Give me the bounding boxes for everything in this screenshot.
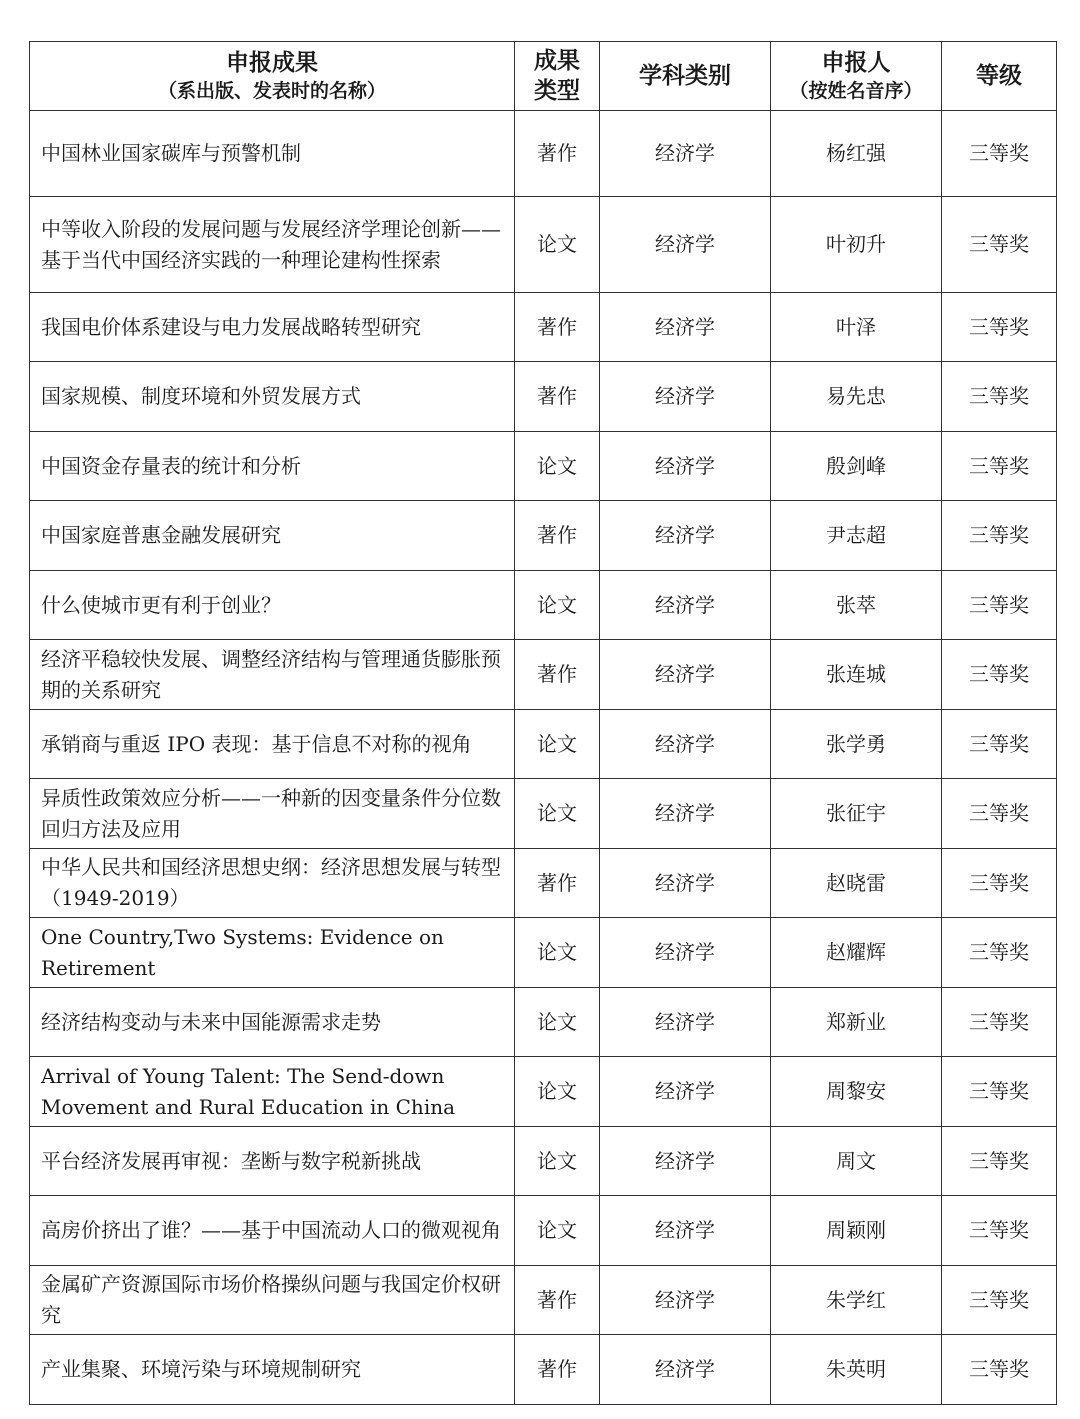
cell-discipline: 经济学 [600,918,771,988]
cell-applicant: 周文 [771,1127,942,1196]
table-row [30,710,1057,779]
cell-discipline: 经济学 [600,293,771,362]
cell-discipline: 经济学 [600,111,771,197]
header-applicant-main: 申报人 [821,49,891,76]
cell-applicant: 赵耀辉 [771,918,942,988]
cell-type: 论文 [515,1127,600,1196]
table-row [30,849,1057,918]
cell-grade: 三等奖 [942,1196,1057,1266]
table-row [30,432,1057,501]
table-row [30,988,1057,1057]
header-type-line2: 类型 [534,77,580,104]
cell-title: 中华人民共和国经济思想史纲：经济思想发展与转型（1949-2019） [30,849,515,918]
cell-grade: 三等奖 [942,988,1057,1057]
cell-applicant: 朱学红 [771,1266,942,1335]
header-applicant-sub: （按姓名音序） [789,80,923,102]
cell-grade: 三等奖 [942,779,1057,849]
cell-applicant: 叶泽 [771,293,942,362]
header-title-sub: （系出版、发表时的名称） [157,80,386,102]
cell-discipline: 经济学 [600,849,771,918]
header-title [30,42,515,111]
cell-grade: 三等奖 [942,1266,1057,1335]
cell-type: 论文 [515,779,600,849]
cell-grade: 三等奖 [942,432,1057,501]
cell-type: 著作 [515,1335,600,1405]
header-type [515,42,600,111]
cell-type: 著作 [515,111,600,197]
header-discipline: 学科类别 [600,42,771,111]
header-grade: 等级 [942,42,1057,111]
cell-title: 经济平稳较快发展、调整经济结构与管理通货膨胀预期的关系研究 [30,640,515,710]
cell-grade: 三等奖 [942,1335,1057,1405]
header-type-line1: 成果 [534,47,580,74]
cell-discipline: 经济学 [600,1127,771,1196]
cell-grade: 三等奖 [942,571,1057,640]
cell-discipline: 经济学 [600,1196,771,1266]
cell-title: 国家规模、制度环境和外贸发展方式 [30,362,515,432]
cell-applicant: 朱英明 [771,1335,942,1405]
cell-grade: 三等奖 [942,111,1057,197]
cell-applicant: 郑新业 [771,988,942,1057]
cell-applicant: 张学勇 [771,710,942,779]
cell-discipline: 经济学 [600,1335,771,1405]
header-row [30,42,1057,111]
cell-type: 论文 [515,432,600,501]
cell-type: 著作 [515,849,600,918]
table-row [30,1057,1057,1127]
cell-grade: 三等奖 [942,197,1057,293]
cell-discipline: 经济学 [600,1266,771,1335]
cell-type: 著作 [515,640,600,710]
table-header [30,42,1057,111]
cell-grade: 三等奖 [942,293,1057,362]
cell-title: 中等收入阶段的发展问题与发展经济学理论创新——基于当代中国经济实践的一种理论建构性探索 [30,197,515,293]
cell-discipline: 经济学 [600,779,771,849]
table-row [30,1266,1057,1335]
table-row [30,779,1057,849]
cell-grade: 三等奖 [942,849,1057,918]
cell-title: One Country,Two Systems: Evidence on Retirement [30,918,515,988]
cell-grade: 三等奖 [942,918,1057,988]
cell-type: 论文 [515,710,600,779]
cell-type: 论文 [515,1196,600,1266]
cell-title: 中国资金存量表的统计和分析 [30,432,515,501]
cell-type: 论文 [515,571,600,640]
cell-applicant: 叶初升 [771,197,942,293]
cell-type: 著作 [515,293,600,362]
cell-title: 异质性政策效应分析——一种新的因变量条件分位数回归方法及应用 [30,779,515,849]
cell-grade: 三等奖 [942,362,1057,432]
cell-applicant: 殷剑峰 [771,432,942,501]
cell-title: 高房价挤出了谁？——基于中国流动人口的微观视角 [30,1196,515,1266]
header-applicant [771,42,942,111]
cell-title: 我国电价体系建设与电力发展战略转型研究 [30,293,515,362]
table-row [30,501,1057,571]
cell-grade: 三等奖 [942,1057,1057,1127]
cell-discipline: 经济学 [600,197,771,293]
cell-discipline: 经济学 [600,571,771,640]
cell-type: 论文 [515,1057,600,1127]
cell-applicant: 周黎安 [771,1057,942,1127]
cell-discipline: 经济学 [600,432,771,501]
cell-type: 论文 [515,918,600,988]
cell-type: 论文 [515,197,600,293]
table-row [30,362,1057,432]
table-row [30,197,1057,293]
cell-grade: 三等奖 [942,1127,1057,1196]
table-row [30,293,1057,362]
cell-title: 中国林业国家碳库与预警机制 [30,111,515,197]
cell-applicant: 尹志超 [771,501,942,571]
cell-type: 著作 [515,1266,600,1335]
cell-discipline: 经济学 [600,640,771,710]
cell-applicant: 杨红强 [771,111,942,197]
cell-applicant: 张萃 [771,571,942,640]
cell-applicant: 周颖刚 [771,1196,942,1266]
cell-title: 什么使城市更有利于创业？ [30,571,515,640]
cell-title: 金属矿产资源国际市场价格操纵问题与我国定价权研究 [30,1266,515,1335]
cell-discipline: 经济学 [600,710,771,779]
cell-discipline: 经济学 [600,1057,771,1127]
table-row [30,1335,1057,1405]
cell-discipline: 经济学 [600,362,771,432]
cell-title: 中国家庭普惠金融发展研究 [30,501,515,571]
cell-title: 经济结构变动与未来中国能源需求走势 [30,988,515,1057]
cell-title: 平台经济发展再审视：垄断与数字税新挑战 [30,1127,515,1196]
header-title-main: 申报成果 [226,49,318,76]
table-row [30,918,1057,988]
cell-grade: 三等奖 [942,501,1057,571]
table-row [30,111,1057,197]
cell-discipline: 经济学 [600,988,771,1057]
cell-grade: 三等奖 [942,710,1057,779]
table-row [30,571,1057,640]
cell-type: 著作 [515,501,600,571]
cell-applicant: 易先忠 [771,362,942,432]
cell-title: 承销商与重返 IPO 表现：基于信息不对称的视角 [30,710,515,779]
table-row [30,640,1057,710]
cell-applicant: 张连城 [771,640,942,710]
table-row [30,1127,1057,1196]
table-body [30,111,1057,1405]
table-row [30,1196,1057,1266]
cell-type: 著作 [515,362,600,432]
cell-discipline: 经济学 [600,501,771,571]
cell-title: Arrival of Young Talent: The Send-down Movement and Rural Education in China [30,1057,515,1127]
cell-applicant: 赵晓雷 [771,849,942,918]
cell-grade: 三等奖 [942,640,1057,710]
cell-title: 产业集聚、环境污染与环境规制研究 [30,1335,515,1405]
cell-applicant: 张征宇 [771,779,942,849]
cell-type: 论文 [515,988,600,1057]
awards-table [29,41,1057,1405]
